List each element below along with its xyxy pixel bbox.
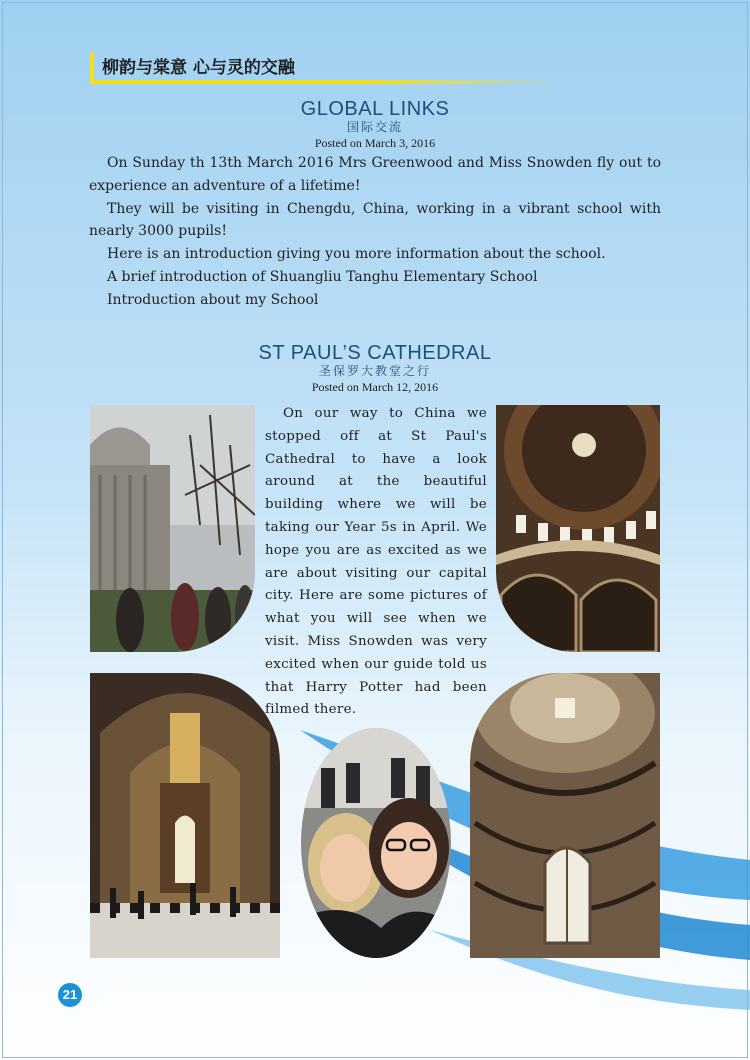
section2-subtitle: 圣保罗大教堂之行 [318, 364, 431, 378]
photo-altar-nave [90, 673, 280, 958]
section2-title: ST PAUL’S CATHEDRAL [258, 342, 492, 364]
header-accent-bar [90, 52, 94, 82]
section2-posted-date: Posted on March 12, 2016 [311, 380, 439, 394]
article-paragraph: On Sunday th 13th March 2016 Mrs Greenwood and Miss Snowden fly out to experience an adventure of a lifetime! [89, 155, 661, 194]
section1-title: GLOBAL LINKS [300, 98, 450, 120]
section1-posted-date: Posted on March 3, 2016 [314, 136, 436, 150]
article-paragraph: They will be visiting in Chengdu, China, working in a vibrant school with nearly 3000 pupils! [89, 200, 661, 240]
photo-spiral-staircase [470, 673, 660, 958]
header-title: 柳韵与棠意 心与灵的交融 [102, 58, 295, 78]
article-paragraph: A brief introduction of Shuangliu Tanghu Elementary School [107, 268, 538, 285]
header-underline [90, 80, 560, 84]
section2-body: On our way to China we stopped off at St Paul's Cathedral to have a look around at the beautiful building where we will be taking our Year 5s in April. We hope you are as excited as we are about visiting our capital city. Here are some pictures of what you will see when we visit. Miss Snowden was very excited when our guide told us that Harry Potter had been filmed there. [265, 406, 487, 718]
section1-article [89, 152, 661, 312]
photo-teachers-selfie [301, 728, 451, 958]
photo-cathedral-exterior [90, 405, 255, 652]
page-number-badge: 21 [58, 983, 82, 1007]
photo-dome-interior [496, 405, 660, 652]
section1-subtitle: 国际交流 [346, 120, 403, 134]
article-paragraph: Introduction about my School [107, 291, 319, 308]
article-paragraph: Here is an introduction giving you more information about the school. [107, 246, 606, 263]
